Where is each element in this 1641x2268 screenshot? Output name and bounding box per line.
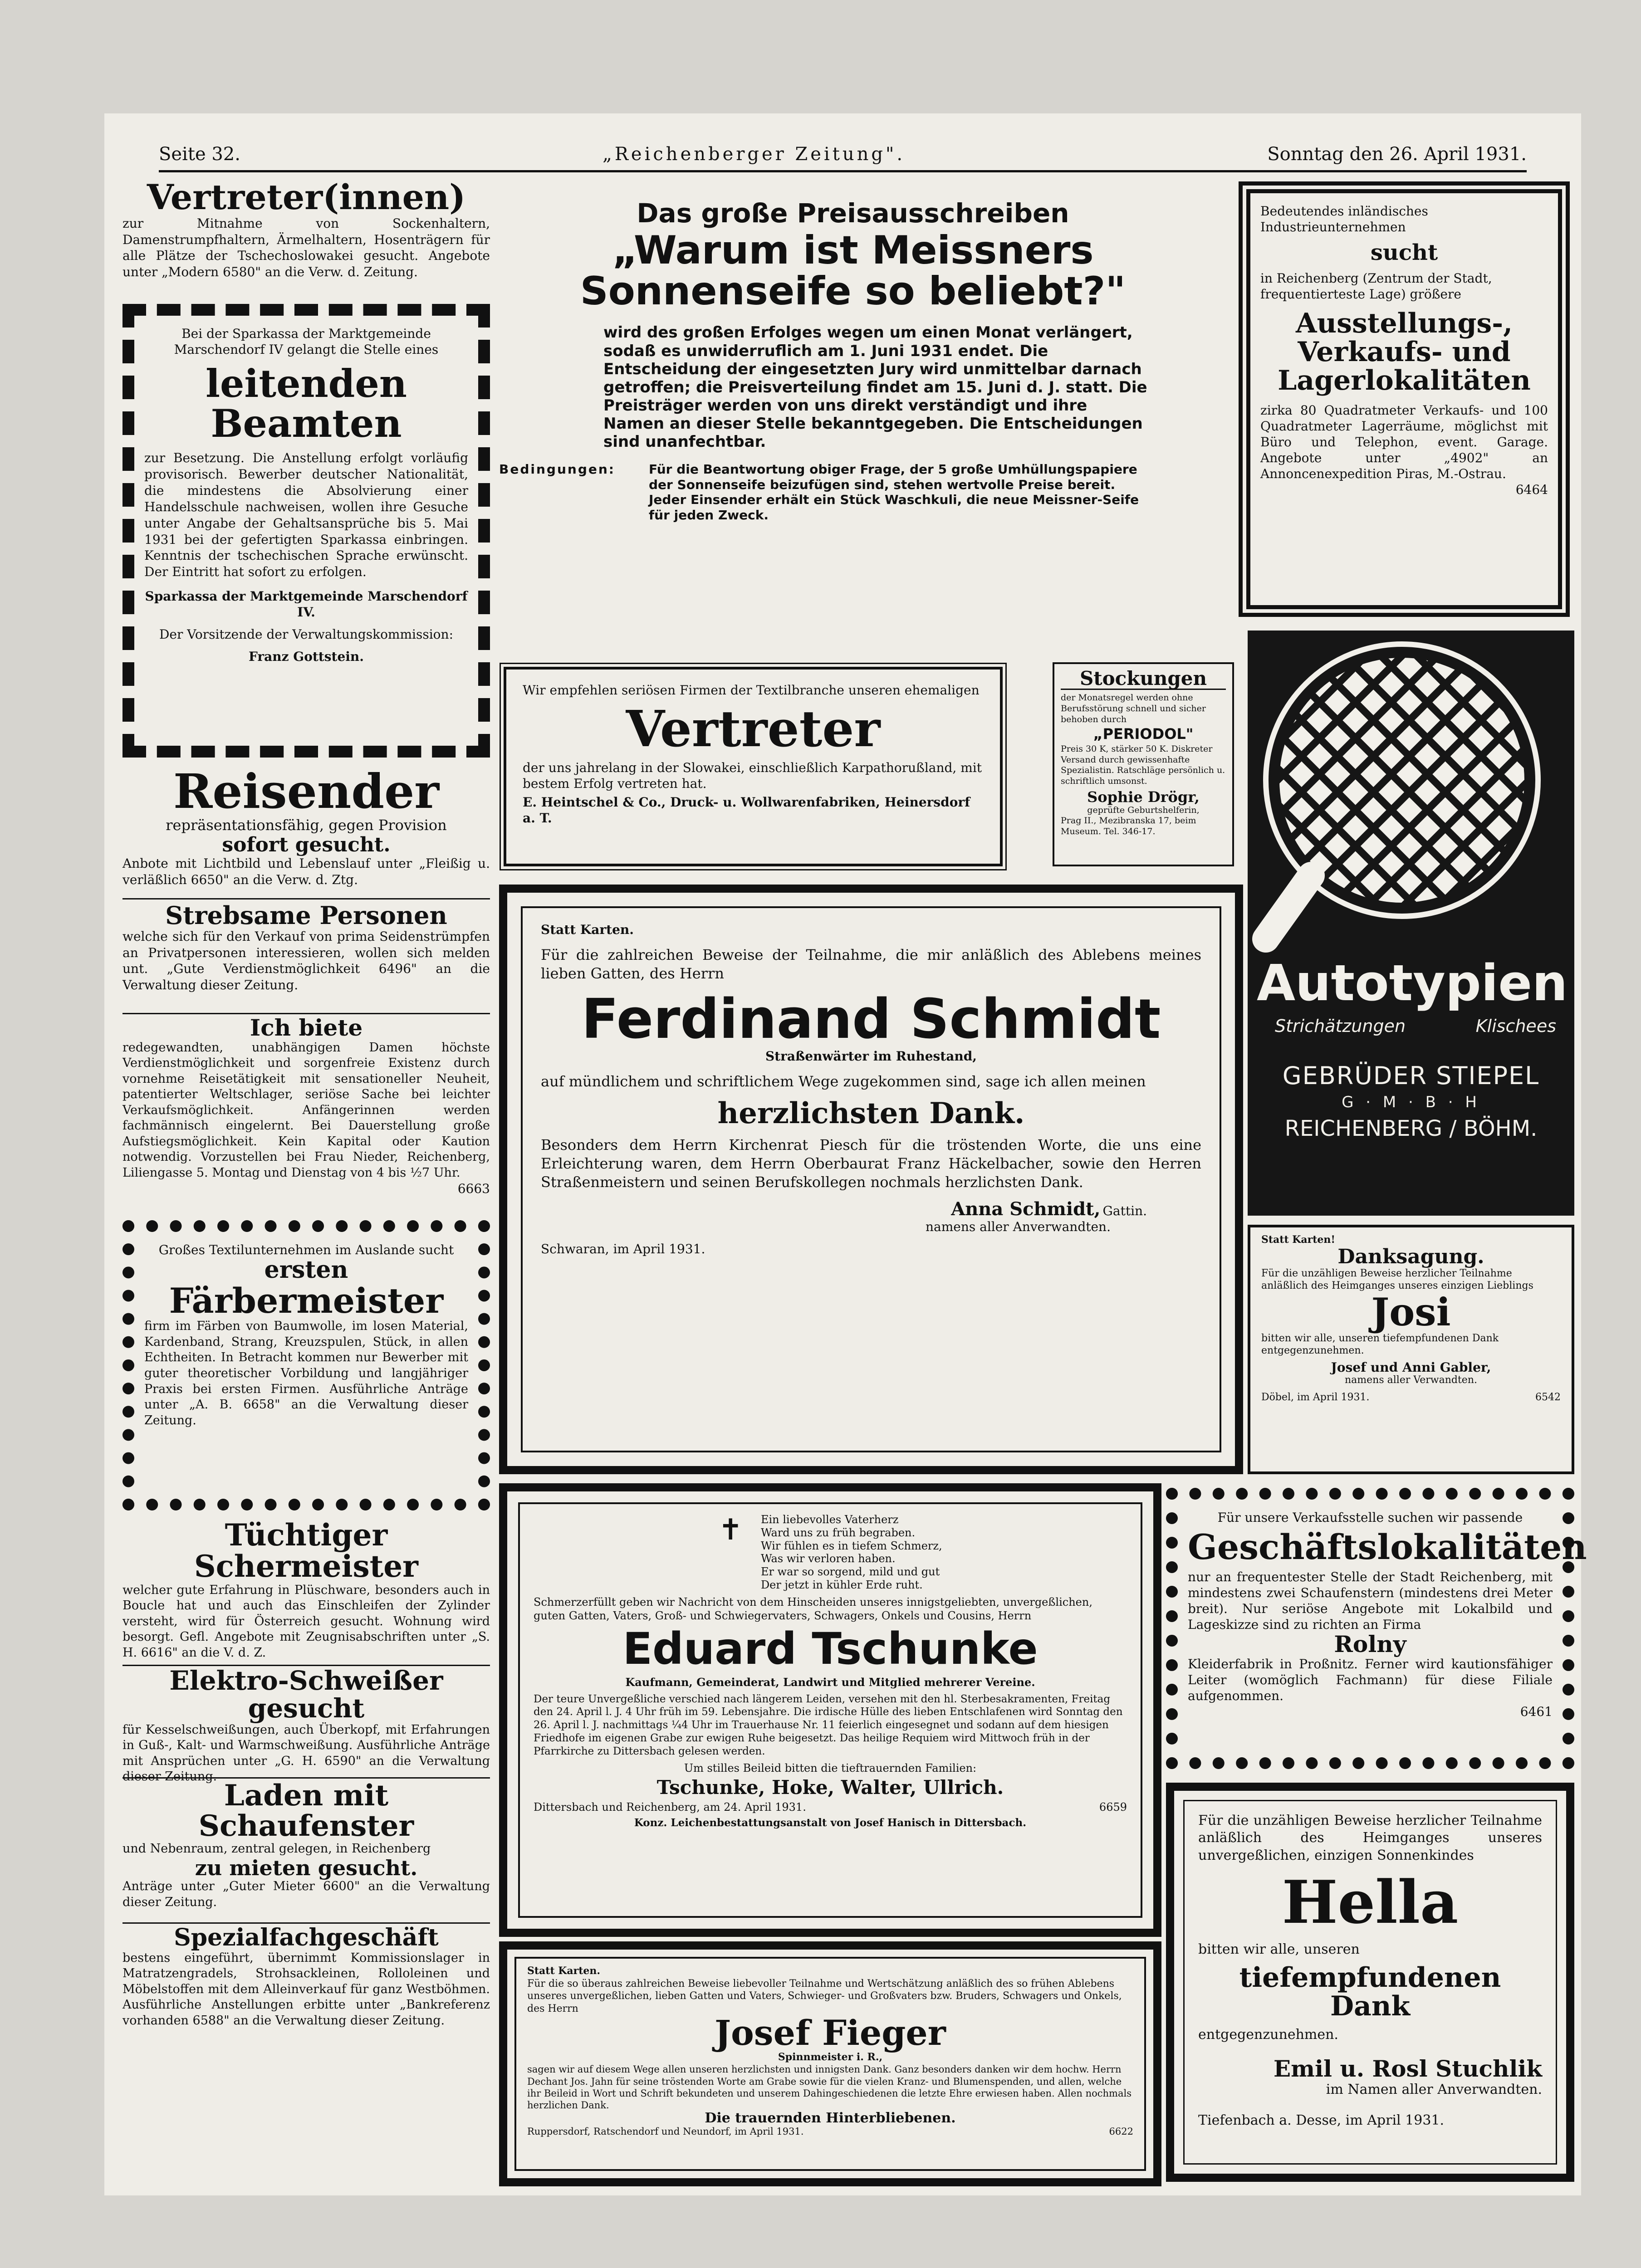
ad-text: Für die unzähligen Beweise herzlicher Teilnahme anläßlich des Heimganges unseres einzigen Lieblings xyxy=(1261,1267,1533,1292)
ad-preisausschreiben xyxy=(499,200,1207,608)
ad-headline: Sonnenseife so beliebt?" xyxy=(580,269,1126,314)
ad-schermeister xyxy=(122,1517,490,1660)
ad-title: Ich biete xyxy=(250,1014,363,1041)
ad-signer2: namens aller Verwandten. xyxy=(1345,1374,1477,1386)
ad-text: entgegenzunehmen. xyxy=(1198,2027,1338,2043)
ad-ich-biete xyxy=(122,1016,490,1216)
ad-name: Sophie Drögr, xyxy=(1087,788,1200,806)
ad-line: sofort gesucht. xyxy=(222,833,391,857)
ad-signer: Der Vorsitzende der Verwaltungskommission: xyxy=(159,627,454,642)
ad-text: bitten wir alle, unseren tiefempfundenen Dank entgegenzunehmen. xyxy=(1261,1332,1499,1357)
ad-statt-karten: Statt Karten. xyxy=(527,1965,601,1977)
ad-title: Geschäftslokalitäten xyxy=(1188,1527,1587,1567)
ad-text: Anbote mit Lichtbild und Lebenslauf unter „Fleißig u. verläßlich 6650" an die Verw. d. Ztg. xyxy=(122,856,490,888)
ad-signer: Sparkassa der Marktgemeinde Marschendorf IV. xyxy=(145,589,468,620)
ad-title: Tüchtiger Schermeister xyxy=(194,1517,418,1584)
ad-title: ersten xyxy=(264,1256,348,1284)
ad-dank: tiefempfundenen Dank xyxy=(1239,1962,1501,2023)
ad-eduard-tschunke xyxy=(499,1483,1161,1937)
poem-line: Wir fühlen es in tiefem Schmerz, xyxy=(760,1539,942,1552)
ad-title: Reisender xyxy=(173,763,440,819)
ad-text: der uns jahrelang in der Slowakei, einschließlich Karpathorußland, mit bestem Erfolg vertreten hat. xyxy=(523,760,982,791)
ad-sucht: sucht xyxy=(1370,240,1438,265)
ad-code: 6622 xyxy=(1109,2126,1133,2137)
ad-intro: Für unsere Verkaufsstelle suchen wir passende xyxy=(1217,1510,1523,1525)
ad-line: repräsentationsfähig, gegen Provision xyxy=(166,816,447,834)
ad-role: Straßenwärter im Ruhestand, xyxy=(765,1048,977,1064)
ad-role: geprüfte Geburtshelferin, xyxy=(1087,805,1200,815)
ad-title: Vertreter xyxy=(626,699,881,758)
ad-stockungen xyxy=(1053,662,1234,866)
ad-text: der Monatsregel werden ohne Berufsstörung schnell und sicher behoben durch xyxy=(1061,693,1206,724)
ad-name: Josef Fieger xyxy=(715,2013,946,2053)
ad-hella xyxy=(1166,1783,1574,2182)
ad-elektro-schweisser xyxy=(122,1665,490,1784)
ad-lokalitaeten xyxy=(1239,181,1570,617)
newspaper-page xyxy=(104,113,1587,2195)
ad-text: Anträge unter „Guter Mieter 6600" an die Verwaltung dieser Zeitung. xyxy=(122,1879,490,1909)
ad-name: Eduard Tschunke xyxy=(622,1623,1038,1674)
ad-text: redegewandten, unabhängigen Damen höchste Verdienstmöglichkeit und sorgenfreie Existenz durch vornehme Reisetätigkeit mit sensationeller Neuheit, patentierter Weltschlager, seriöse Sache bei leichter Verkaufsmöglichkeit. Anfängerinnen werden fachmännisch eingelernt. Bei Dauerstellung große Aufstiegsmöglichkeit. Kein Kapital oder Kaution notwendig. Vorzustellen bei Frau Nieder, Reichenberg, Liliengasse 5. Montag und Dienstag von 4 bis ½7 Uhr. xyxy=(122,1040,490,1180)
ad-text: bestens eingeführt, übernimmt Kommissionslager in Matratzengradels, Strohsackleinen, Rolloleinen und Möbelstoffen mit dem Alleinverkauf für ganz Westböhmen. Ausführliche Anstellungen erbitte unter „Bankreferenz vorhanden 6588" an die Verwaltung dieser Zeitung. xyxy=(122,1950,490,2028)
ad-intro: Schmerzerfüllt geben wir Nachricht von dem Hinscheiden unseres innigstgeliebten, unvergeßlichen, guten Gatten, Vaters, Groß- und Schwiegervaters, Schwagers, Onkels und Cousins, Herrn xyxy=(534,1595,1092,1622)
ad-intro: Bedeutendes inländisches Industrieunternehmen xyxy=(1260,204,1428,235)
ad-title: Autotypien xyxy=(1257,954,1568,1012)
ad-text: Besonders dem Herrn Kirchenrat Piesch für die tröstenden Worte, die uns eine Erleichterung waren, dem Herrn Oberbaurat Franz Häckelbacher, sowie den Herren Straßenmeistern und seinen Berufskollegen nochmals herzlichsten Dank. xyxy=(541,1136,1201,1191)
ad-name: Ferdinand Schmidt xyxy=(581,987,1161,1051)
ad-place: Tiefenbach a. Desse, im April 1931. xyxy=(1198,2112,1445,2129)
ad-product: „PERIODOL" xyxy=(1093,725,1194,743)
ad-signer2: im Namen aller Anverwandten. xyxy=(1326,2081,1542,2097)
ad-title: Stockungen xyxy=(1061,669,1226,690)
magnifier-graphic xyxy=(1248,631,1574,975)
ad-code: 6659 xyxy=(1099,1801,1127,1814)
ad-leitender-beamter xyxy=(122,304,490,758)
ad-text: für Kesselschweißungen, auch Überkopf, mit Erfahrungen in Guß-, Kalt- und Warmschweißung. Ausführliche Anträge mit Ansprüchen unter „G. H. 6590" an die Verwaltung dieser Zeitung. xyxy=(122,1722,490,1784)
ad-text: zur Besetzung. Die Anstellung erfolgt vorläufig provisorisch. Bewerber deutscher Nationalität, die mindestens die Absolvierung einer Handelsschule nachweisen, wollen ihre Gesuche unter Angabe der Gehaltsansprüche bis 5. Mai 1931 bei der gefertigten Sparkassa einbringen. Kenntnis der tschechischen Sprache erwünscht. Der Eintritt hat sofort zu erfolgen. xyxy=(144,450,468,580)
ad-text: sagen wir auf diesem Wege allen unseren herzlichsten und innigsten Dank. Ganz besonders danken wir dem hochw. Herrn Dechant Jos. Jahn für seine tröstenden Worte am Grabe sowie für die vielen Kranz- und Blumenspenden, und allen, welche ihr Beileid in Wort und Schrift bekundeten und unserem Dahingeschiedenen die letzte Ehre erwiesen haben. Allen nochmals herzlichen Dank. xyxy=(527,2064,1132,2111)
ad-place: Ruppersdorf, Ratschendorf und Neundorf, im April 1931. xyxy=(527,2126,804,2137)
ad-laden xyxy=(122,1780,490,1916)
ad-intro: Für die unzähligen Beweise herzlicher Teilnahme anläßlich des Heimganges unseres unvergeßlichen, einzigen Sonnenkindes xyxy=(1198,1813,1542,1863)
ad-title: Spezialfachgeschäft xyxy=(174,1924,439,1951)
ad-reisender xyxy=(122,763,490,894)
poem-line: Ward uns zu früh begraben. xyxy=(760,1526,916,1539)
ad-statt-karten: Statt Karten! xyxy=(1261,1234,1336,1246)
ad-faerbermeister xyxy=(122,1220,490,1510)
ad-text: Preis 30 K, stärker 50 K. Diskreter Versand durch gewissenhafte Spezialistin. Ratschläge persönlich u. schriftlich umsonst. xyxy=(1061,743,1225,787)
ad-firm: Rolny xyxy=(1334,1630,1406,1657)
ad-intro: Für die zahlreichen Beweise der Teilnahme, die mir anläßlich des Ablebens meines lieben Gatten, des Herrn xyxy=(541,946,1201,982)
ad-title: Strebsame Personen xyxy=(165,901,447,930)
poem-line: Der jetzt in kühler Erde ruht. xyxy=(760,1578,923,1591)
ad-signer: Anna Schmidt, xyxy=(951,1198,1101,1220)
ad-signer: Franz Gottstein. xyxy=(249,649,364,664)
ad-place: Döbel, im April 1931. xyxy=(1261,1391,1370,1403)
ad-text: zur Mitnahme von Sockenhaltern, Damenstrumpfhaltern, Ärmelhaltern, Hosenträgern für alle Plätze der Tschechoslowakei gesucht. Angebote unter „Modern 6580" an die Verw. d. Zeitung. xyxy=(122,215,490,280)
ad-title: Ausstellungs-, Verkaufs- und Lagerlokalitäten xyxy=(1278,308,1531,397)
ad-role: Kaufmann, Gemeinderat, Landwirt und Mitglied mehrerer Vereine. xyxy=(625,1675,1035,1689)
ad-text: firm im Färben von Baumwolle, im losen Material, Kardenband, Strang, Kreuzspulen, Stück, in allen Echtheiten. In Betracht kommen nur Bewerber mit guter theoretischer Vorbildung und langjähriger Praxis bei ersten Firmen. Ausführliche Anträge unter „A. B. 6658" an die Verwaltung dieser Zeitung. xyxy=(144,1319,468,1427)
ad-code: 6461 xyxy=(1520,1704,1553,1720)
ad-signer-role: Gattin. xyxy=(1102,1203,1147,1218)
ad-spezialfachgeschaeft xyxy=(122,1926,490,2053)
ad-vertreter xyxy=(504,667,1003,866)
issue-date: Sonntag den 26. April 1931. xyxy=(1267,144,1527,165)
page-header xyxy=(159,138,1527,172)
ad-intro: Wir empfehlen seriösen Firmen der Textilbranche unseren ehemaligen xyxy=(523,683,980,698)
ad-text: zirka 80 Quadratmeter Verkaufs- und 100 Quadratmeter Lagerräume, möglichst mit Büro und Telephon, event. Garage. Angebote unter „4902" an Annoncenexpedition Piras, M.-Ostrau. xyxy=(1260,403,1548,482)
ad-name: Josi xyxy=(1371,1289,1451,1334)
ad-name: Hella xyxy=(1282,1867,1459,1937)
ad-code: 6464 xyxy=(1515,482,1548,498)
newspaper-title: „Reichenberger Zeitung". xyxy=(603,144,906,165)
poem-line: Er war so sorgend, mild und gut xyxy=(760,1565,940,1579)
ad-title: Danksagung. xyxy=(1337,1245,1484,1268)
ad-city: REICHENBERG / BÖHM. xyxy=(1284,1116,1538,1141)
ad-left: Strichätzungen xyxy=(1275,1016,1406,1036)
ad-geschaeftslokalitaeten xyxy=(1166,1488,1587,1769)
ad-title: Elektro-Schweißer gesucht xyxy=(169,1665,443,1724)
ad-company: GEBRÜDER STIEPEL xyxy=(1282,1061,1540,1090)
ad-families: Tschunke, Hoke, Walter, Ullrich. xyxy=(656,1776,1004,1799)
ad-text: welche sich für den Verkauf von prima Seidenstrümpfen an Privatpersonen interessieren, wollen sich melden unt. „Gute Verdienstmöglichkeit 6496" an die Verwaltung dieser Zeitung. xyxy=(122,929,490,993)
ad-text: nur an frequentester Stelle der Stadt Reichenberg, mit mindestens zwei Schaufenstern (mindestens drei Meter breit). Nur seriöse Angebote mit Lokalbild und Lageskizze sind zu richten an Firma xyxy=(1188,1569,1553,1632)
page-number: Seite 32. xyxy=(159,144,240,165)
ad-silent: Um stilles Beileid bitten die tieftrauernden Familien: xyxy=(684,1762,977,1775)
ad-strebsame-personen xyxy=(122,903,490,1007)
ad-text: in Reichenberg (Zentrum der Stadt, frequentierteste Lage) größere xyxy=(1260,271,1492,302)
ad-signer: Josef und Anni Gabler, xyxy=(1331,1359,1491,1375)
ad-headline: Das große Preisausschreiben xyxy=(637,198,1069,229)
ad-intro: Für die so überaus zahlreichen Beweise liebevoller Teilnahme und Wertschätzung anläßlich des so frühen Ablebens unseres unvergeßlichen, lieben Gatten und Vaters, Schwieger- und Großvaters bzw. Bruders, Schwagers und Onkels, des Herrn xyxy=(527,1978,1122,2014)
cross-icon: ✝ xyxy=(718,1513,743,1547)
ad-undertaker: Konz. Leichenbestattungsanstalt von Josef Hanisch in Dittersbach. xyxy=(634,1817,1027,1829)
ad-signer2: namens aller Anverwandten. xyxy=(925,1219,1111,1234)
ad-intro: Bei der Sparkassa der Marktgemeinde Marschendorf IV gelangt die Stelle eines xyxy=(174,326,439,357)
ad-text: bitten wir alle, unseren xyxy=(1198,1941,1360,1957)
ad-headline: „Warum ist Meissners xyxy=(612,227,1094,273)
ad-gmbh: G · M · B · H xyxy=(1342,1093,1480,1111)
ad-vertreter-innen xyxy=(122,179,490,293)
ad-line: und Nebenraum, zentral gelegen, in Reichenberg xyxy=(122,1842,431,1856)
ad-sign: E. Heintschel & Co., Druck- u. Wollwarenfabriken, Heinersdorf a. T. xyxy=(523,794,970,826)
ad-josef-fieger xyxy=(499,1941,1161,2186)
ad-conditions-label: Bedingungen: xyxy=(499,462,615,477)
poem-line: Was wir verloren haben. xyxy=(760,1552,896,1565)
ad-text: welcher gute Erfahrung in Plüschware, besonders auch in Boucle hat und auch das Einschleifen der Zylinder versteht, wird für Österreich gesucht. Wohnung wird besorgt. Gefl. Angebote mit Zeugnisabschriften unter „S. H. 6616" an die V. d. Z. xyxy=(122,1583,490,1660)
ad-title: leitenden Beamten xyxy=(206,361,407,446)
ad-place: Schwaran, im April 1931. xyxy=(541,1241,705,1256)
ad-intro: Großes Textilunternehmen im Auslande sucht xyxy=(158,1242,454,1257)
ad-text: auf mündlichem und schriftlichem Wege zugekommen sind, sage ich allen meinen xyxy=(541,1072,1146,1090)
ad-autotypien xyxy=(1248,631,1574,1216)
poem-line: Ein liebevolles Vaterherz xyxy=(760,1513,899,1526)
ad-address: Prag II., Mezibranska 17, beim Museum. Tel. 346-17. xyxy=(1061,816,1196,837)
ad-signer: Emil u. Rosl Stuchlik xyxy=(1273,2055,1542,2082)
ad-dank: herzlichsten Dank. xyxy=(717,1096,1025,1130)
ad-text: wird des großen Erfolges wegen um einen Monat verlängert, sodaß es unwiderruflich am 1. Juni 1931 endet. Die Entscheidung der eingesetzten Jury wird unmittelbar darnach getroffen; die Preisverteilung findet am 15. Juni d. J. statt. Die Preisträger werden von uns direkt verständigt und ihre Namen an dieser Stelle bekanntgegeben. Die Entscheidungen sind unanfechtbar. xyxy=(603,323,1147,451)
ad-right: Klischees xyxy=(1475,1016,1556,1036)
ad-text: Der teure Unvergeßliche verschied nach längerem Leiden, versehen mit den hl. Sterbesakramenten, Freitag den 24. April l. J. 4 Uhr früh im 59. Lebensjahre. Die irdische Hülle des lieben Entschlafenen wird Sonntag den 26. April l. J. nachmittags ¼4 Uhr im Trauerhause Nr. 11 feierlich eingesegnet und sodann auf dem hiesigen Friedhofe im eigenen Grabe zur ewigen Ruhe beigesetzt. Das heilige Requiem wird Mittwoch früh in der Pfarrkirche zu Dittersbach gelesen werden. xyxy=(534,1693,1123,1757)
ad-code: 6542 xyxy=(1535,1391,1561,1403)
ad-line: zu mieten gesucht. xyxy=(195,1855,418,1880)
ad-signer: Die trauernden Hinterbliebenen. xyxy=(705,2110,956,2126)
ad-code: 6663 xyxy=(457,1181,490,1197)
ad-statt-karten: Statt Karten. xyxy=(541,922,634,937)
ad-conditions-text: Für die Beantwortung obiger Frage, der 5 große Umhüllungspapiere der Sonnenseife beizufügen sind, stehen wertvolle Preise bereit. Jeder Einsender erhält ein Stück Waschkuli, die neue Meissner-Seife für jeden Zweck. xyxy=(649,462,1139,523)
ad-title: Laden mit Schaufenster xyxy=(198,1779,414,1843)
ad-place: Dittersbach und Reichenberg, am 24. April 1931. xyxy=(534,1801,806,1814)
ad-role: Spinnmeister i. R., xyxy=(778,2051,883,2063)
ad-title: Färbermeister xyxy=(169,1280,444,1321)
ad-title: Vertreter(innen) xyxy=(147,177,466,217)
ad-text: Kleiderfabrik in Proßnitz. Ferner wird kautionsfähiger Leiter (womöglich Fachmann) für diese Filiale aufgenommen. xyxy=(1188,1657,1553,1704)
ad-josi xyxy=(1248,1225,1574,1474)
ad-ferdinand-schmidt xyxy=(499,885,1243,1474)
